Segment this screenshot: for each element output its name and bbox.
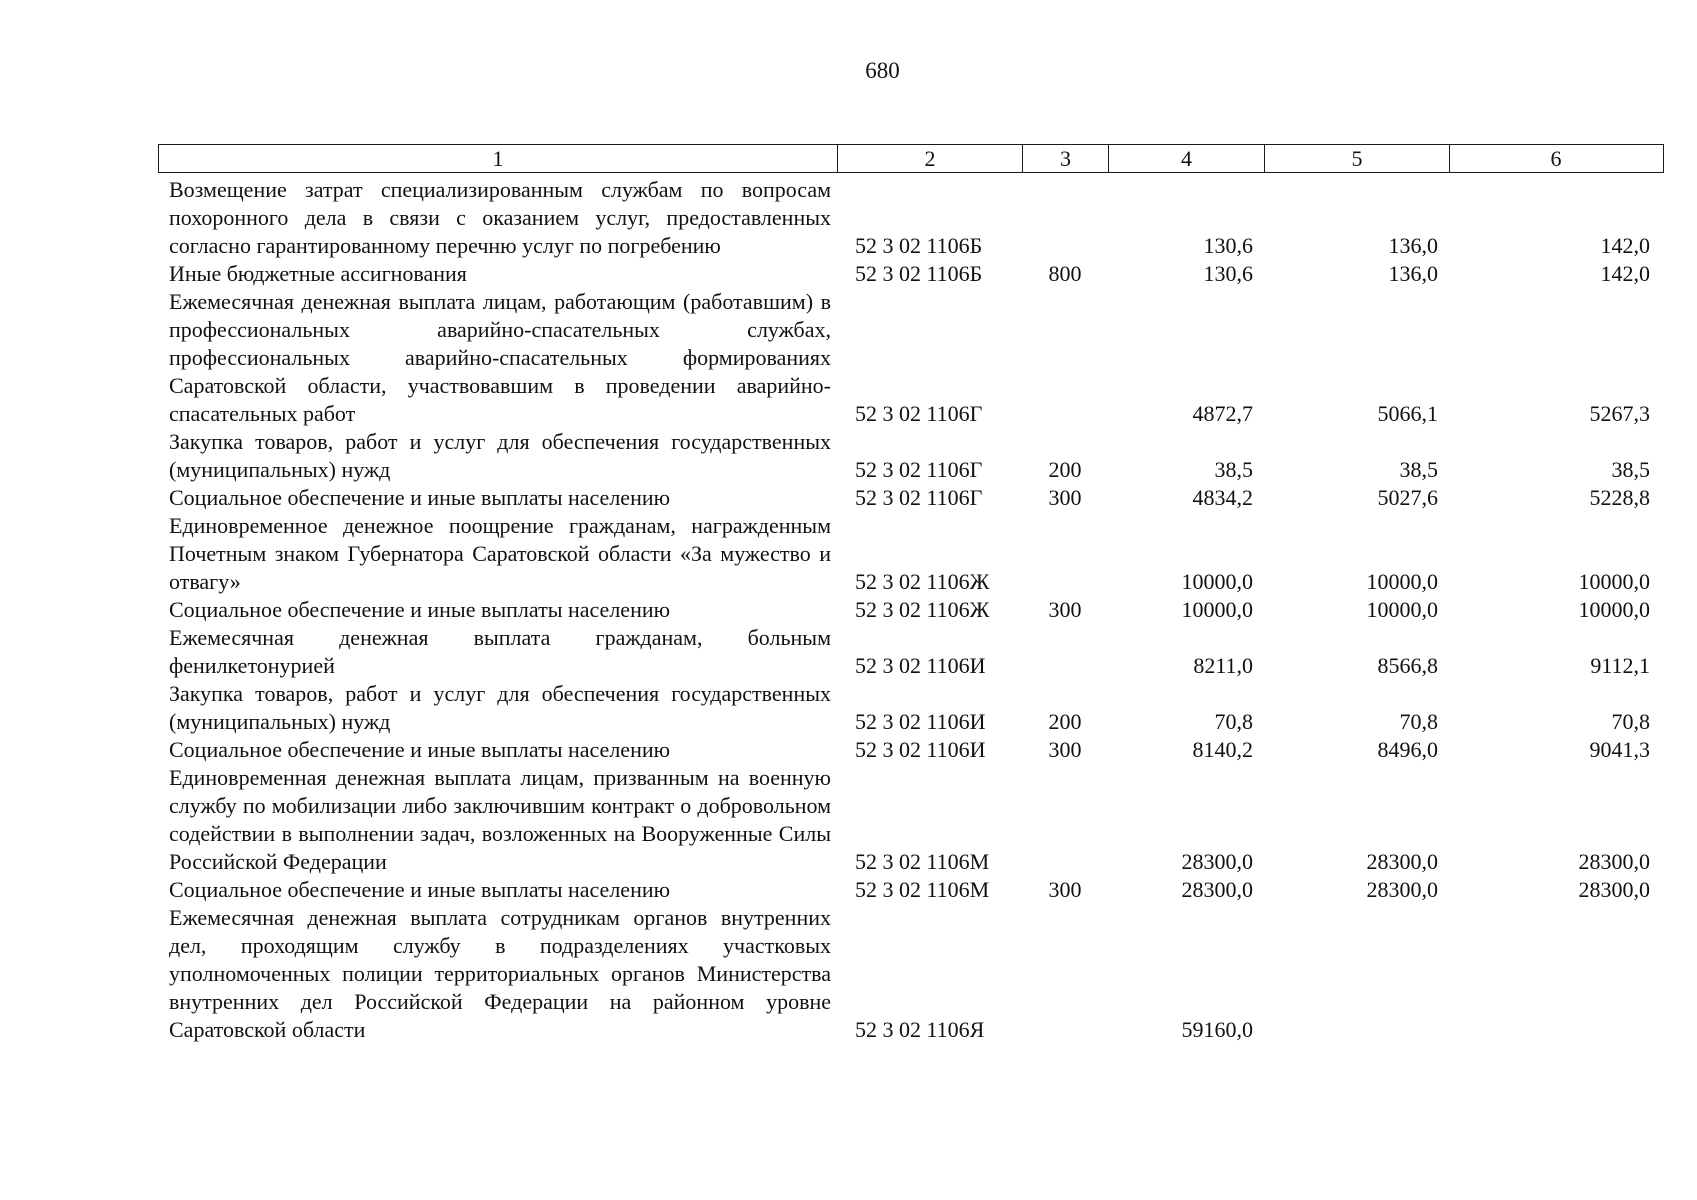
table-row bbox=[158, 176, 1664, 260]
table-row bbox=[158, 680, 1664, 736]
row-value-col4: 28300,0 bbox=[1181, 877, 1253, 902]
row-name: Закупка товаров, работ и услуг для обеспечения государственных (муниципальных) нужд bbox=[169, 429, 831, 482]
row-expense-type: 200 bbox=[1048, 709, 1082, 734]
row-value-col6: 142,0 bbox=[1600, 261, 1650, 286]
row-value-col4: 130,6 bbox=[1203, 261, 1253, 286]
row-name: Ежемесячная денежная выплата сотрудникам органов внутренних дел, проходящим службу в подразделениях участковых уполномоченных полиции территориальных органов Министерства внутренних дел Российской Федерации на районном уровне Саратовской области bbox=[169, 905, 831, 1042]
row-value-col4: 8211,0 bbox=[1193, 653, 1253, 678]
row-value-col4: 59160,0 bbox=[1181, 1017, 1253, 1042]
row-code: 52 3 02 1106Ж bbox=[855, 597, 990, 622]
row-expense-type: 300 bbox=[1048, 737, 1082, 762]
row-value-col5: 10000,0 bbox=[1366, 569, 1438, 594]
row-value-col6: 9112,1 bbox=[1590, 653, 1650, 678]
table-row bbox=[158, 596, 1664, 624]
row-value-col4: 130,6 bbox=[1203, 233, 1253, 258]
row-code: 52 3 02 1106Я bbox=[855, 1017, 985, 1042]
row-code: 52 3 02 1106М bbox=[855, 877, 990, 902]
row-value-col4: 38,5 bbox=[1214, 457, 1253, 482]
table-row bbox=[158, 288, 1664, 428]
row-expense-type: 200 bbox=[1048, 457, 1082, 482]
row-value-col5: 136,0 bbox=[1388, 233, 1438, 258]
row-name: Социальное обеспечение и иные выплаты населению bbox=[169, 485, 671, 510]
row-value-col5: 28300,0 bbox=[1366, 849, 1438, 874]
row-value-col4: 10000,0 bbox=[1181, 569, 1253, 594]
row-value-col5: 8496,0 bbox=[1377, 737, 1438, 762]
column-header-4: 4 bbox=[1109, 145, 1265, 172]
row-value-col5: 5027,6 bbox=[1377, 485, 1438, 510]
row-value-col5: 38,5 bbox=[1399, 457, 1438, 482]
row-code: 52 3 02 1106Б bbox=[855, 233, 983, 258]
table-row bbox=[158, 260, 1664, 288]
column-header-1: 1 bbox=[159, 145, 838, 172]
row-name: Ежемесячная денежная выплата лицам, работающим (работавшим) в профессиональных аварийно-спасательных службах, профессиональных аварийно-спасательных формированиях Саратовской области, участвовавшим в проведении аварийно-спасательных работ bbox=[169, 289, 831, 426]
row-name: Социальное обеспечение и иные выплаты населению bbox=[169, 877, 671, 902]
row-code: 52 3 02 1106Ж bbox=[855, 569, 990, 594]
row-value-col6: 5228,8 bbox=[1589, 485, 1650, 510]
row-value-col6: 5267,3 bbox=[1589, 401, 1650, 426]
row-name: Ежемесячная денежная выплата гражданам, больным фенилкетонурией bbox=[169, 625, 831, 678]
row-name: Возмещение затрат специализированным службам по вопросам похоронного дела в связи с оказанием услуг, предоставленных согласно гарантированному перечню услуг по погребению bbox=[169, 177, 831, 258]
row-value-col6: 9041,3 bbox=[1589, 737, 1650, 762]
row-value-col6: 70,8 bbox=[1611, 709, 1650, 734]
row-value-col4: 10000,0 bbox=[1181, 597, 1253, 622]
column-header-2: 2 bbox=[838, 145, 1023, 172]
row-name: Единовременная денежная выплата лицам, призванным на военную службу по мобилизации либо заключившим контракт о добровольном содействии в выполнении задач, возложенных на Вооруженные Силы Российской Федерации bbox=[169, 765, 831, 874]
row-code: 52 3 02 1106Г bbox=[855, 485, 983, 510]
row-value-col5: 28300,0 bbox=[1366, 877, 1438, 902]
row-value-col6: 142,0 bbox=[1600, 233, 1650, 258]
row-name: Социальное обеспечение и иные выплаты населению bbox=[169, 737, 671, 762]
column-header-6: 6 bbox=[1550, 146, 1562, 171]
table-row bbox=[158, 484, 1664, 512]
row-expense-type: 300 bbox=[1048, 877, 1082, 902]
row-code: 52 3 02 1106И bbox=[855, 709, 986, 734]
table-body bbox=[158, 176, 1664, 1044]
page-number: 680 bbox=[865, 58, 900, 83]
table-row bbox=[158, 736, 1664, 764]
column-header-5: 5 bbox=[1265, 145, 1450, 172]
row-value-col5: 5066,1 bbox=[1377, 401, 1438, 426]
table-row bbox=[158, 876, 1664, 904]
row-expense-type: 800 bbox=[1048, 261, 1082, 286]
row-value-col4: 8140,2 bbox=[1192, 737, 1253, 762]
row-value-col4: 4872,7 bbox=[1192, 401, 1253, 426]
table-row bbox=[158, 904, 1664, 1044]
row-value-col6: 28300,0 bbox=[1578, 877, 1650, 902]
row-code: 52 3 02 1106И bbox=[855, 653, 986, 678]
table-row bbox=[158, 624, 1664, 680]
row-value-col5: 10000,0 bbox=[1366, 597, 1438, 622]
table-header-row bbox=[158, 144, 1664, 173]
row-name: Единовременное денежное поощрение гражданам, награжденным Почетным знаком Губернатора Саратовской области «За мужество и отвагу» bbox=[169, 513, 831, 594]
column-header-3: 3 bbox=[1023, 145, 1109, 172]
row-name: Иные бюджетные ассигнования bbox=[169, 261, 467, 286]
row-code: 52 3 02 1106Г bbox=[855, 401, 983, 426]
row-value-col6: 10000,0 bbox=[1578, 569, 1650, 594]
row-value-col6: 10000,0 bbox=[1578, 597, 1650, 622]
row-code: 52 3 02 1106Г bbox=[855, 457, 983, 482]
row-value-col4: 28300,0 bbox=[1181, 849, 1253, 874]
row-code: 52 3 02 1106И bbox=[855, 737, 986, 762]
row-expense-type: 300 bbox=[1048, 597, 1082, 622]
row-value-col5: 8566,8 bbox=[1377, 653, 1438, 678]
row-value-col6: 38,5 bbox=[1611, 457, 1650, 482]
row-value-col4: 70,8 bbox=[1214, 709, 1253, 734]
row-value-col5: 136,0 bbox=[1388, 261, 1438, 286]
row-expense-type: 300 bbox=[1048, 485, 1082, 510]
row-code: 52 3 02 1106М bbox=[855, 849, 990, 874]
row-name: Закупка товаров, работ и услуг для обеспечения государственных (муниципальных) нужд bbox=[169, 681, 831, 734]
table-row bbox=[158, 428, 1664, 484]
row-value-col4: 4834,2 bbox=[1192, 485, 1253, 510]
table-row bbox=[158, 512, 1664, 596]
row-code: 52 3 02 1106Б bbox=[855, 261, 983, 286]
row-name: Социальное обеспечение и иные выплаты населению bbox=[169, 597, 671, 622]
table-row bbox=[158, 764, 1664, 876]
row-value-col5: 70,8 bbox=[1399, 709, 1438, 734]
row-value-col6: 28300,0 bbox=[1578, 849, 1650, 874]
